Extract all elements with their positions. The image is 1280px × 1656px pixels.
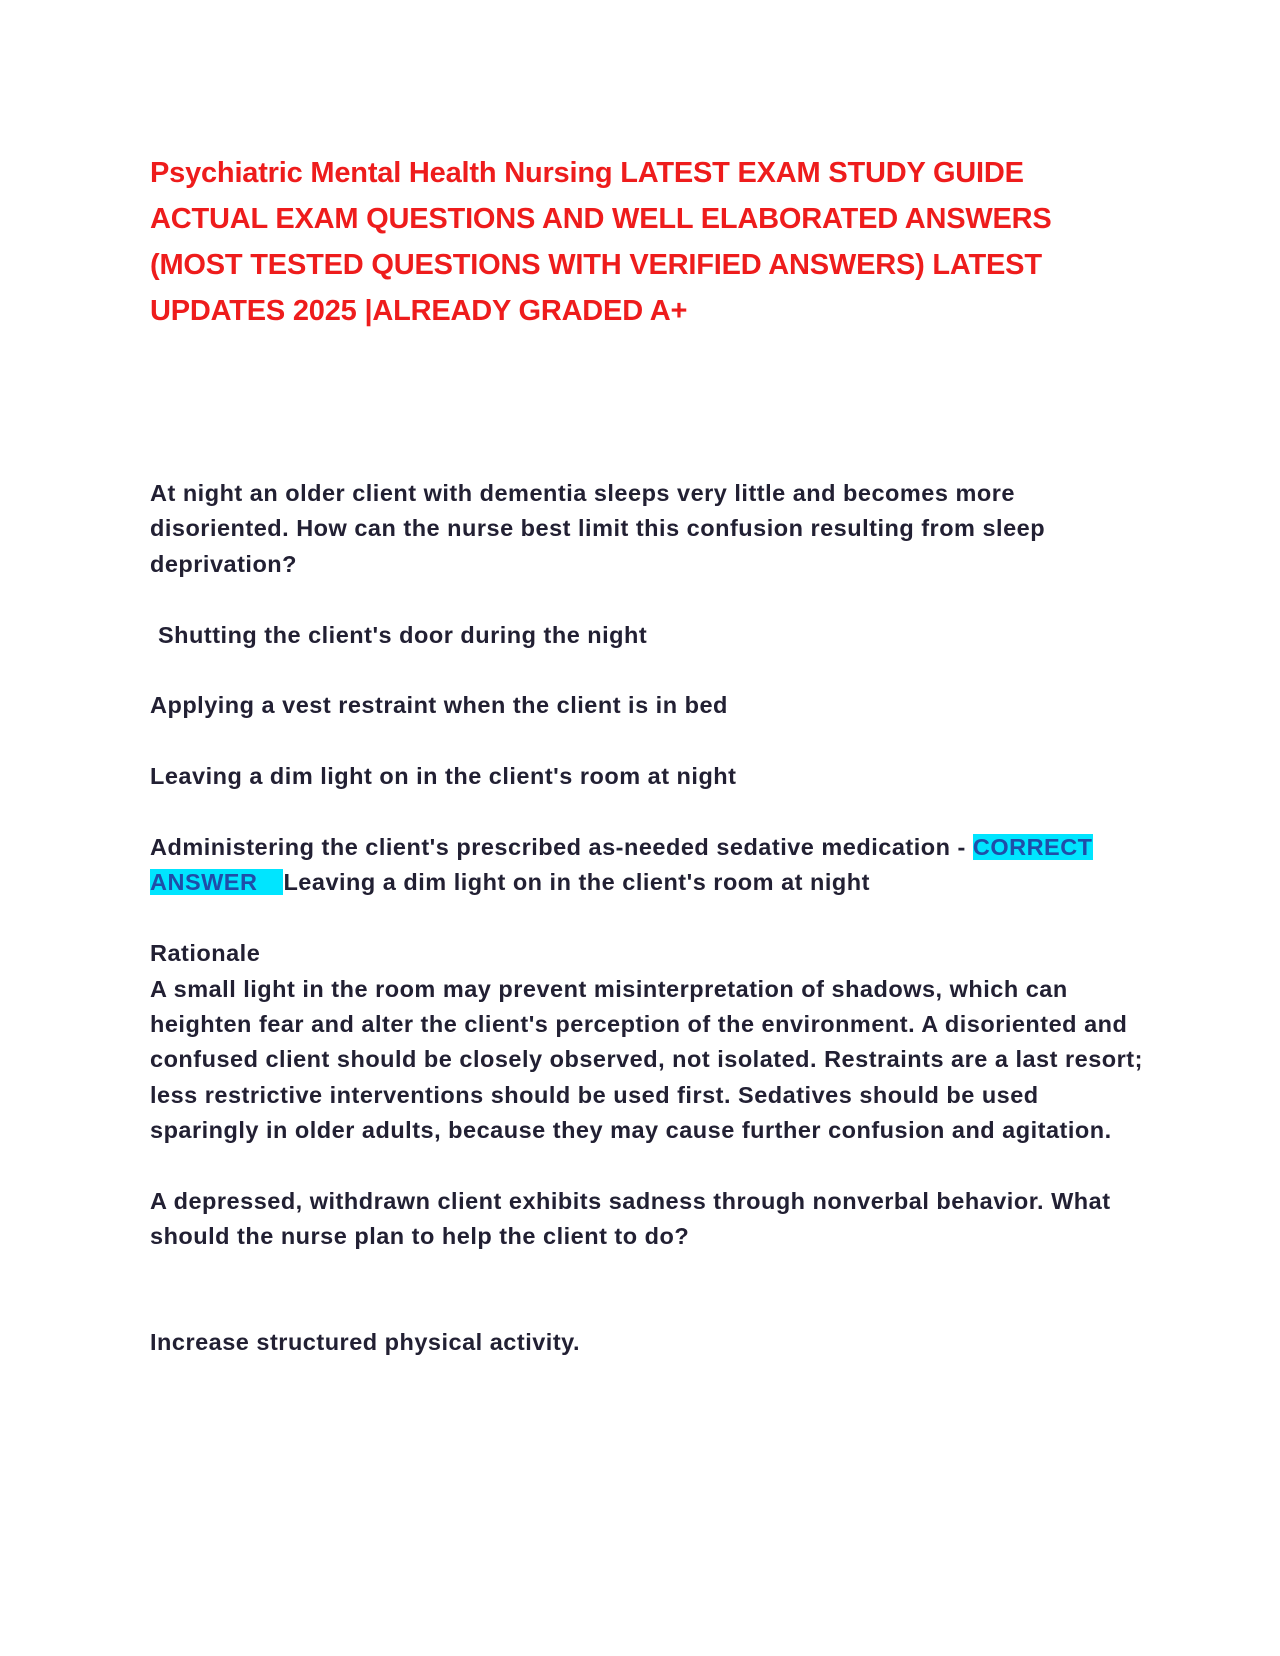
- answer-option: Shutting the client's door during the night: [158, 621, 648, 648]
- document-body: [150, 476, 1150, 1360]
- answer-option-with-correct-answer: [150, 830, 1150, 901]
- answer-option: Applying a vest restraint when the client is in bed: [150, 692, 728, 719]
- rationale-text: A small light in the room may prevent misinterpretation of shadows, which can heighten fear and alter the client's perception of the environment. A disoriented and confused client should be closely observed, not isolated. Restraints are a last resort; less restrictive interventions should be used first. Sedatives should be used sparingly in older adults, because they may cause further confusion and agitation.: [150, 975, 1143, 1144]
- correct-answer-text: Leaving a dim light on in the client's room at night: [283, 869, 870, 896]
- answer-option: Leaving a dim light on in the client's room at night: [150, 763, 737, 790]
- document-title: Psychiatric Mental Health Nursing LATEST EXAM STUDY GUIDE ACTUAL EXAM QUESTIONS AND WELL ELABORATED ANSWERS (MOST TESTED QUESTIONS WITH VERIFIED ANSWERS) LATEST UPDATES 2025 |ALREADY GRADED A+: [150, 157, 1052, 327]
- rationale-heading: Rationale: [150, 940, 261, 967]
- question-stem: A depressed, withdrawn client exhibits sadness through nonverbal behavior. What should the nurse plan to help the client to do?: [150, 1188, 1111, 1250]
- answer-option: Administering the client's prescribed as-needed sedative medication -: [150, 834, 966, 860]
- question-stem: At night an older client with dementia sleeps very little and becomes more disoriented. How can the nurse best limit this confusion resulting from sleep deprivation?: [150, 480, 1046, 577]
- answer-option: Increase structured physical activity.: [150, 1328, 580, 1355]
- correct-answer-label: CORRECT ANSWER: [150, 834, 1093, 896]
